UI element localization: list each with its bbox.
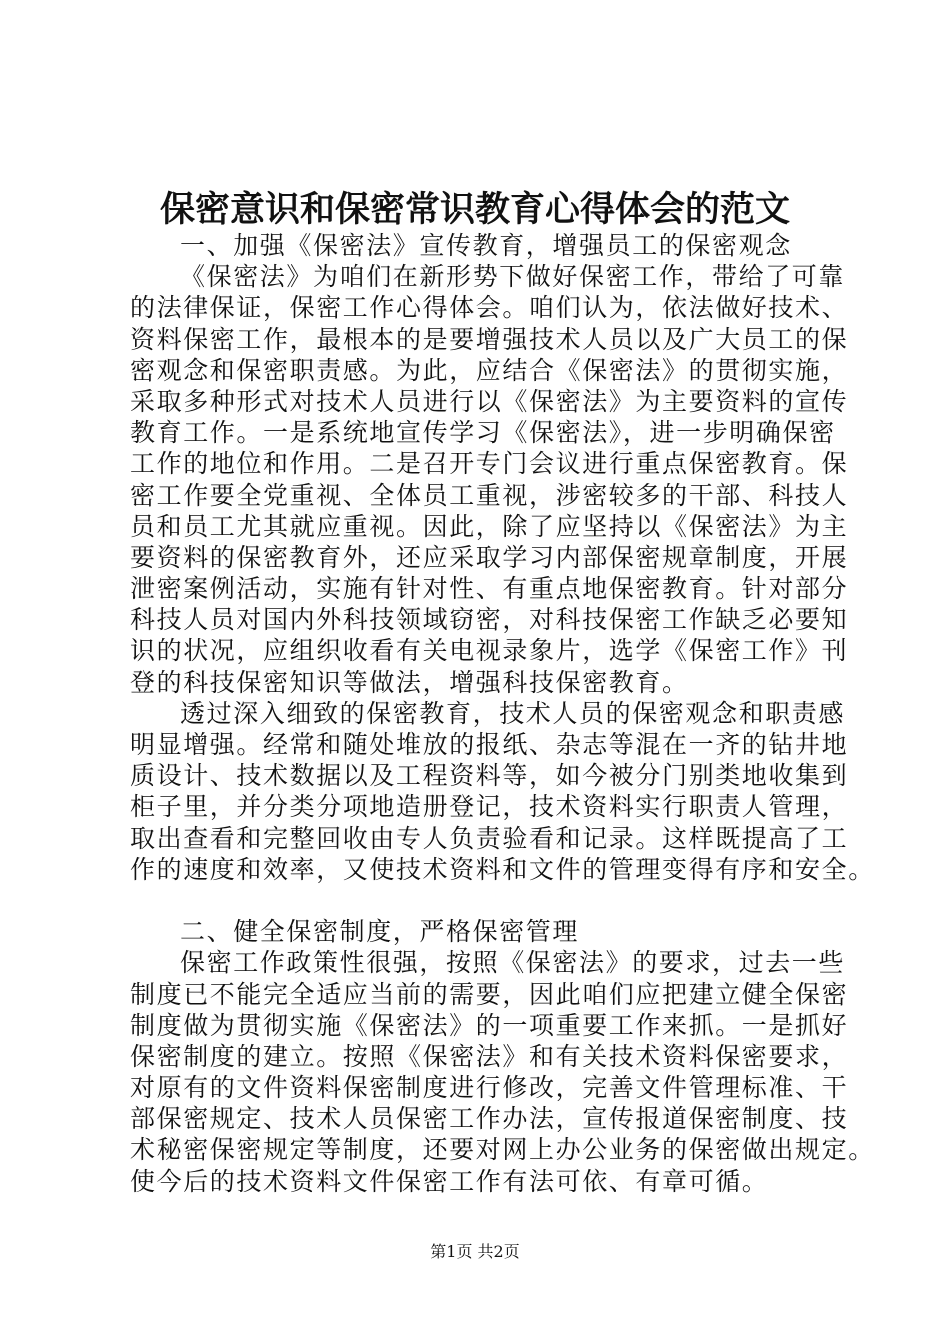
page-footer: 第1页 共2页 [430,1242,520,1261]
text-line: 使今后的技术资料文件保密工作有法可依、有章可循。 [130,1166,769,1196]
text-line: 识的状况，应组织收看有关电视录象片，选学《保密工作》刊 [130,636,849,666]
section-1-paragraph-1 [130,261,849,698]
section-2-heading: 二、健全保密制度，严格保密管理 [180,917,580,947]
text-line: 透过深入细致的保密教育，技术人员的保密观念和职责感 [180,698,846,728]
text-line: 密工作要全党重视、全体员工重视，涉密较多的干部、科技人 [130,480,849,510]
text-line: 部保密规定、技术人员保密工作办法，宣传报道保密制度、技 [130,1104,849,1134]
text-line: 密观念和保密职责感。为此，应结合《保密法》的贯彻实施， [130,355,849,385]
text-line: 的法律保证，保密工作心得体会。咱们认为，依法做好技术、 [130,293,849,323]
text-line: 保密制度的建立。按照《保密法》和有关技术资料保密要求， [130,1041,849,1071]
text-line: 柜子里，并分类分项地造册登记，技术资料实行职责人管理， [130,792,849,822]
text-line: 明显增强。经常和随处堆放的报纸、杂志等混在一齐的钻井地 [130,730,849,759]
document-body [130,230,875,1197]
text-line: 采取多种形式对技术人员进行以《保密法》为主要资料的宣传 [130,386,849,416]
text-line: 取出查看和完整回收由专人负责验看和记录。这样既提高了工 [130,823,849,853]
section-1-paragraph-2 [130,698,875,885]
text-line: 制度已不能完全适应当前的需要，因此咱们应把建立健全保密 [130,979,849,1009]
section-2-paragraph-1 [130,947,875,1197]
text-line: 术秘密保密规定等制度，还要对网上办公业务的保密做出规定。 [130,1135,875,1165]
paragraph-spacer [130,885,840,916]
text-line: 制度做为贯彻实施《保密法》的一项重要工作来抓。一是抓好 [130,1010,849,1040]
section-1-heading: 一、加强《保密法》宣传教育，增强员工的保密观念 [180,231,792,260]
document-title: 保密意识和保密常识教育心得体会的范文 [159,189,790,230]
text-line: 科技人员对国内外科技领域窃密，对科技保密工作缺乏必要知 [130,605,849,635]
text-line: 要资料的保密教育外，还应采取学习内部保密规章制度，开展 [130,542,849,572]
text-line: 员和员工尤其就应重视。因此，除了应坚持以《保密法》为主 [130,511,849,541]
text-line: 登的科技保密知识等做法，增强科技保密教育。 [130,667,689,697]
text-line: 对原有的文件资料保密制度进行修改，完善文件管理标准、干 [130,1073,849,1103]
text-line: 作的速度和效率，又使技术资料和文件的管理变得有序和安全。 [130,854,875,884]
text-line: 工作的地位和作用。二是召开专门会议进行重点保密教育。保 [130,449,849,479]
text-line: 《保密法》为咱们在新形势下做好保密工作，带给了可靠 [180,262,846,292]
text-line: 泄密案例活动，实施有针对性、有重点地保密教育。针对部分 [130,574,849,604]
text-line: 质设计、技术数据以及工程资料等，如今被分门别类地收集到 [130,761,849,791]
text-line: 资料保密工作，最根本的是要增强技术人员以及广大员工的保 [130,324,849,354]
text-line: 教育工作。一是系统地宣传学习《保密法》，进一步明确保密 [130,418,836,448]
text-line: 保密工作政策性很强，按照《保密法》的要求，过去一些 [180,948,846,978]
